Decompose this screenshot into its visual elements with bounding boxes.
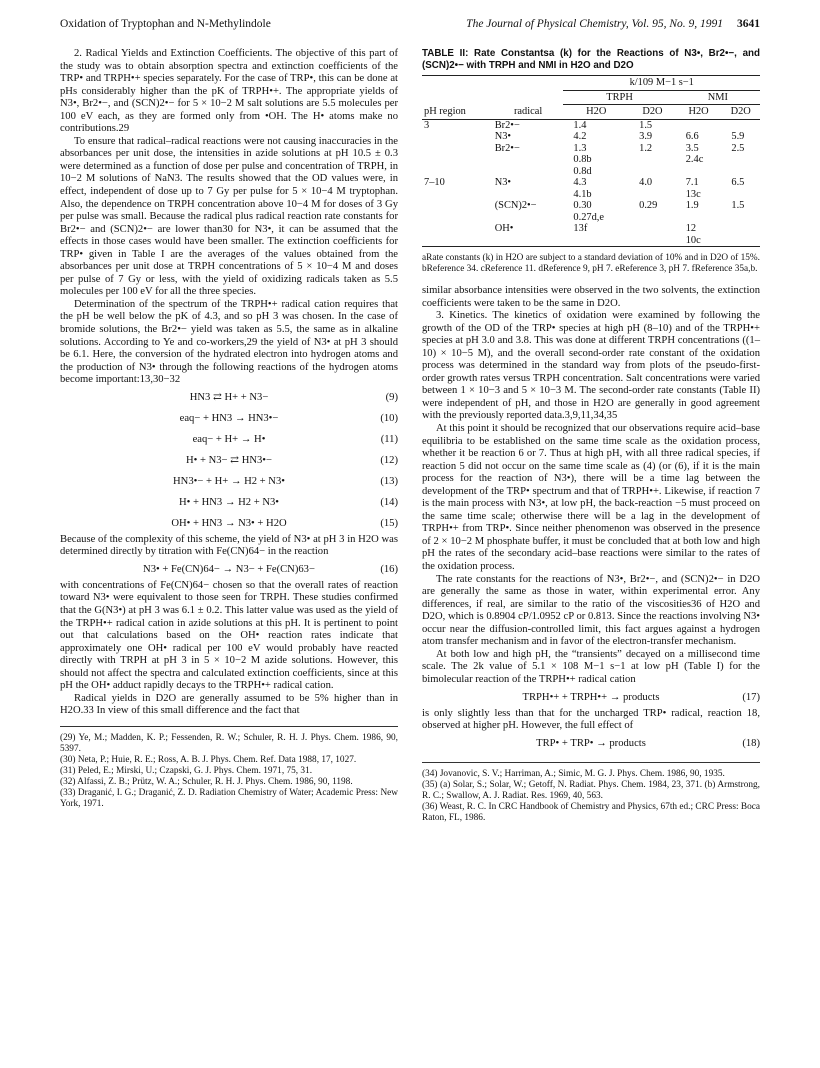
table-cell bbox=[629, 154, 676, 166]
paragraph: Determination of the spectrum of the TRPH•+ radical cation requires that the pH be well below the pK of 4.3, and so pH 3 was chosen. In the case of bromide solutions, the Br2•− yield was taken as 5.5, the same as in alkaline solutions. According to Ye and co-workers,29 the yield of N3• at pH 3 should be 6.1. Here, the conversion of the hydrated electron into hydrogen atoms and the production of N3• through the following reactions of the hydrogen atoms become important:13,30−32 bbox=[60, 298, 398, 386]
table-cell bbox=[563, 235, 629, 247]
column-header-radical: radical bbox=[513, 105, 543, 117]
table-cell: 0.8d bbox=[573, 165, 592, 177]
table-cell: 3 bbox=[424, 119, 430, 131]
table-cell bbox=[422, 166, 493, 178]
table-cell bbox=[721, 154, 760, 166]
table-cell: 4.3 bbox=[573, 177, 587, 188]
table-body bbox=[422, 119, 760, 247]
equation-15: OH• + HN3 → N3• + H2O (15) bbox=[171, 517, 398, 529]
table-row bbox=[422, 166, 760, 178]
equation-14: H• + HN3 → H2 + N3• (14) bbox=[179, 496, 398, 508]
table-row bbox=[422, 235, 760, 247]
table-cell bbox=[629, 223, 676, 235]
running-title: Oxidation of Tryptophan and N-Methylindole bbox=[60, 18, 271, 30]
table-row bbox=[422, 154, 760, 166]
paragraph: At this point it should be recognized that our observations require acid–base equilibria to be established on the same time scale as the oxidation process, whether it be reaction 6 or 7. Thus at high pH, with all three radical species, if reaction 5 did not occur on the same time scale as (4) (or (6), if it is the main process for the reaction of N3•), there will be a time lag between the development of the TRP• spectrum and that of TRPH•+. Likewise, if reaction 7 is the main process with N3•, at low pH, the back-reaction −5 must proceed on the same time scale; otherwise there will be a lag in the development of TRPH•+ from TRP•. Since neither phenomenon was observed in the presence of 2 × 10−2 M phosphate buffer, it must be concluded that at both low and high pH the rates of the secondary acid–base reactions were similar to the rates of the oxidation process. bbox=[422, 423, 760, 573]
table-cell bbox=[422, 212, 493, 224]
table-cell: 4.0 bbox=[639, 177, 653, 188]
paragraph: similar absorbance intensities were observed in the two solvents, the extinction coefficients were taken to be the same in D2O. bbox=[422, 285, 760, 309]
table-row bbox=[422, 200, 760, 212]
table-cell bbox=[493, 166, 564, 178]
table-cell bbox=[493, 235, 564, 247]
table-cell: 1.5 bbox=[731, 200, 745, 211]
group-header-trph: TRPH bbox=[563, 90, 675, 105]
table-cell: 13c bbox=[685, 188, 701, 200]
table-cell bbox=[422, 235, 493, 247]
table-cell bbox=[721, 119, 760, 131]
table-cell bbox=[676, 212, 722, 224]
reference: (34) Jovanovic, S. V.; Harriman, A.; Simic, M. G. J. Phys. Chem. 1986, 90, 1935. bbox=[422, 768, 725, 779]
table-row bbox=[422, 189, 760, 201]
table-cell bbox=[493, 212, 564, 224]
table-cell: 1.3 bbox=[573, 142, 587, 154]
table-footnote: aRate constants (k) in H2O are subject to a standard deviation of 10% and in D2O of 15%. bReference 34. cReference 11. dReference 9, pH 7. eReference 3, pH 7. fReference 35a,b. bbox=[422, 253, 760, 274]
equation-16: N3• + Fe(CN)64− → N3− + Fe(CN)63− (16) bbox=[143, 563, 398, 575]
equation-17: TRPH•+ + TRPH•+ → products (17) bbox=[522, 691, 760, 703]
table-cell: 6.5 bbox=[731, 177, 745, 188]
paragraph: with concentrations of Fe(CN)64− chosen so that the overall rates of reaction toward N3• were equivalent to those seen for TRPH. These studies confirmed that the G(N3•) at pH 3 was 6.1 ± 0.2. This latter value was used as the yield of the TRPH•+ radical cation in azide solutions at this pH. It is pertinent to point out that calculations based on the OH• reaction rates indicate that approximately one OH• radical per 100 eV would probably have reacted directly with TRPH at pH 3 in 5 × 10−2 M azide solutions. However, this should not affect the spectra and calculated extinction coefficients, since at this pH the OH• adduct rapidly decays to the TRPH•+ radical cation. bbox=[60, 579, 398, 692]
equation-10: eaq− + HN3 → HN3•− (10) bbox=[179, 412, 398, 424]
paragraph: The rate constants for the reactions of N3•, Br2•−, and (SCN)2•− in D2O are generally the same as those in water, within experimental error. Any differences, if real, are similar to the ratio of the viscosities36 of H2O and D2O, which is 0.8904 cP/1.0952 cP or 0.813. Since the reactions involving N3• occur near the diffusion-controlled limit, this fact argues against a hydrogen atom transfer mechanism and in favor of the electron-transfer mechanism. bbox=[422, 573, 760, 648]
reference: (32) Alfassi, Z. B.; Prütz, W. A.; Schuler, R. H. J. Phys. Chem. 1986, 90, 1198. bbox=[60, 776, 353, 787]
table-cell bbox=[721, 212, 760, 224]
unit-header: k/109 M−1 s−1 bbox=[563, 76, 760, 91]
left-column bbox=[60, 48, 398, 810]
equation-12: H• + N3− ⇄ HN3•− (12) bbox=[185, 454, 398, 466]
table-cell: 7.1 bbox=[685, 177, 699, 188]
table-cell: 0.27d,e bbox=[573, 211, 605, 223]
table-cell: N3• bbox=[494, 131, 512, 142]
right-column bbox=[422, 48, 760, 824]
reference: (31) Peled, E.; Mirski, U.; Czapski, G. J. Phys. Chem. 1971, 75, 31. bbox=[60, 765, 313, 776]
table-cell bbox=[721, 166, 760, 178]
table-cell: 7–10 bbox=[424, 177, 445, 188]
reference: (36) Weast, R. C. In CRC Handbook of Chemistry and Physics, 67th ed.; CRC Press: Boca Raton, FL, 1986. bbox=[422, 801, 760, 823]
table-cell bbox=[721, 189, 760, 201]
table-cell bbox=[422, 189, 493, 201]
table-row bbox=[422, 143, 760, 155]
table-cell bbox=[422, 154, 493, 166]
table-cell: 0.29 bbox=[639, 200, 658, 211]
table-cell: Br2•− bbox=[494, 142, 520, 154]
table-cell bbox=[422, 200, 493, 212]
table-cell: 2.4c bbox=[685, 154, 704, 165]
table-row bbox=[422, 177, 760, 189]
table-cell bbox=[629, 235, 676, 247]
table-cell: 6.6 bbox=[685, 131, 699, 142]
table-cell: 0.30 bbox=[573, 200, 592, 211]
column-header: D2O bbox=[730, 106, 751, 117]
journal-citation: The Journal of Physical Chemistry, Vol. 95, No. 9, 1991 3641 bbox=[466, 18, 760, 30]
table-row bbox=[422, 119, 760, 131]
reference-list bbox=[422, 762, 760, 824]
equation-18: TRP• + TRP• → products (18) bbox=[536, 737, 760, 749]
paragraph: Radical yields in D2O are generally assumed to be 5% higher than in H2O.33 In view of this small difference and the fact that bbox=[60, 692, 398, 717]
column-header: D2O bbox=[642, 106, 663, 117]
table-cell: 1.5 bbox=[639, 119, 653, 131]
table-cell bbox=[422, 131, 493, 143]
table-cell: 4.1b bbox=[573, 188, 592, 200]
table-cell: 3.5 bbox=[685, 142, 699, 154]
group-header-nmi: NMI bbox=[676, 90, 760, 105]
paragraph: is only slightly less than that for the uncharged TRP• radical, reaction 18, observed at higher pH. However, the full effect of bbox=[422, 707, 760, 732]
table-cell: 2.5 bbox=[731, 142, 745, 154]
paragraph: To ensure that radical–radical reactions were not causing inaccuracies in the absorbances per unit dose, the intensities in azide solutions at pH 10.5 ± 0.3 were determined as a function of dose per pulse and concentration of TRPH, in 10−2 M solutions of NaN3. The results showed that the OD values were, in effect, independent of dose up to 7 Gy per pulse for 5 × 10−4 M tryptophan. Also, the dependence on TRPH concentration above 10−4 M for doses of 3 Gy per pulse was small. Because the radical plus radical reaction rate constants for Br2•− and (SCN)2•− are lower than30 for N3•, it can be assumed that the effects in those cases would have been smaller. The extinction coefficients for TRP• given in Table I are the averages of the values obtained from the absorbances per unit dose at TRPH concentrations of 5 × 10−4 M and doses per pulse of 7 Gy or less, with the yield of oxidizing radicals taken as 5.5 molecules per 100 eV for all the three species. bbox=[60, 135, 398, 298]
table-cell bbox=[721, 235, 760, 247]
table-cell: 0.8b bbox=[573, 154, 592, 165]
table-cell: 1.2 bbox=[639, 142, 653, 154]
table-cell bbox=[422, 143, 493, 155]
column-header-ph: pH region bbox=[424, 105, 466, 117]
table-cell bbox=[629, 166, 676, 178]
table-cell bbox=[676, 166, 722, 178]
table-cell bbox=[422, 223, 493, 235]
table-cell: 5.9 bbox=[731, 131, 745, 142]
paragraph: 3. Kinetics. The kinetics of oxidation were examined by following the growth of the OD of the TRP• species at high pH (8–10) and of the TRPH•+ species at pH 3.0 and 3.8. This was done at different TRPH concentrations ((1–10) × 10−5 M), and the overall second-order rate constant of the oxidation process was determined in the standard way from plots of the pseudo-first-order growth rates versus TRPH concentration. Salt concentrations were varied between 1 × 10−3 and 5 × 10−3 M. The second-order rate constants (Table II) were independent of pH, and those in H2O are generally in good agreement with the previously reported data.3,9,11,34,35 bbox=[422, 310, 760, 422]
paragraph: 2. Radical Yields and Extinction Coefficients. The objective of this part of the study was to obtain absorption spectra and extinction coefficients of the TRP• and TRPH•+ species separately. For the case of TRP•, this can be done at pHs considerably higher than the pK of TRPH•+. The appropriate yields of N3•, Br2•−, and (SCN)2•− for 5 × 10−2 M salt solutions are 5.5 molecules per 100 eV each, as they are formed only from •OH. The H• atoms make no contributions.29 bbox=[60, 48, 398, 135]
table-cell: 4.2 bbox=[573, 131, 587, 142]
table-cell: N3• bbox=[494, 177, 512, 188]
table-title: TABLE II: Rate Constantsa (k) for the Reactions of N3•, Br2•−, and (SCN)2•− with TRPH and NMI in H2O and D2O bbox=[422, 48, 760, 71]
table-cell bbox=[629, 189, 676, 201]
paragraph: Because of the complexity of this scheme, the yield of N3• at pH 3 in H2O was determined directly by titration with Fe(CN)64− in the reaction bbox=[60, 533, 398, 558]
table-cell: 13f bbox=[573, 223, 588, 234]
table-cell bbox=[676, 119, 722, 131]
table-cell: 3.9 bbox=[639, 131, 653, 142]
table-cell: 10c bbox=[685, 234, 701, 246]
running-header bbox=[60, 18, 760, 38]
table-cell: 1.9 bbox=[685, 200, 699, 211]
table-cell bbox=[721, 223, 760, 235]
equation-13: HN3•− + H+ → H2 + N3• (13) bbox=[173, 475, 398, 487]
table-row bbox=[422, 212, 760, 224]
rate-constants-table bbox=[422, 75, 760, 247]
table-cell bbox=[493, 189, 564, 201]
equation-11: eaq− + H+ → H• (11) bbox=[192, 433, 398, 445]
page-number: 3641 bbox=[737, 18, 760, 30]
table-row bbox=[422, 131, 760, 143]
reference: (35) (a) Solar, S.; Solar, W.; Getoff, N. Radiat. Phys. Chem. 1984, 23, 371. (b) Armstrong, R. C.; Swallow, A. J. Radiat. Res. 1969, 40, 563. bbox=[422, 779, 760, 801]
paragraph: At both low and high pH, the “transients” decayed on a millisecond time scale. The 2k value of 5.1 × 108 M−1 s−1 at low pH (Table I) for the bimolecular reaction of the TRPH•+ radical cation bbox=[422, 648, 760, 685]
column-header: H2O bbox=[688, 106, 709, 117]
column-header: H2O bbox=[586, 106, 607, 117]
reference: (29) Ye, M.; Madden, K. P.; Fessenden, R. W.; Schuler, R. H. J. Phys. Chem. 1986, 90, 5397. bbox=[60, 732, 398, 754]
table-cell bbox=[493, 154, 564, 166]
table-row bbox=[422, 223, 760, 235]
table-cell: (SCN)2•− bbox=[494, 200, 537, 211]
table-cell bbox=[629, 212, 676, 224]
reference: (30) Neta, P.; Huie, R. E.; Ross, A. B. J. Phys. Chem. Ref. Data 1988, 17, 1027. bbox=[60, 754, 357, 765]
reference-list bbox=[60, 726, 398, 810]
reference: (33) Draganić, I. G.; Draganić, Z. D. Radiation Chemistry of Water; Academic Press: New York, 1971. bbox=[60, 787, 398, 809]
table-cell: 1.4 bbox=[573, 119, 587, 131]
table-cell: Br2•− bbox=[494, 119, 520, 131]
table-cell: 12 bbox=[685, 223, 697, 234]
table-cell: OH• bbox=[494, 223, 514, 234]
equation-9: HN3 ⇄ H+ + N3− (9) bbox=[189, 391, 398, 403]
